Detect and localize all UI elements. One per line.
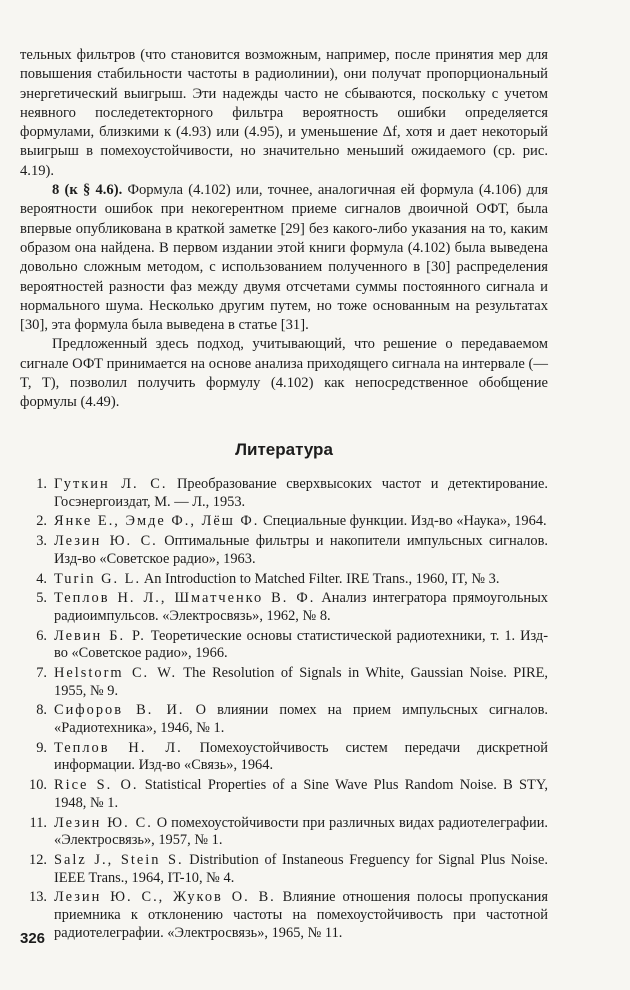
reference-item — [20, 777, 548, 812]
reference-text: Distribution of Instaneous Freguency for Signal Plus Noise. IEEE Trans., 1964, IT-10, № 4. — [54, 851, 548, 886]
reference-author: Теплов Н. Л., Шматченко В. Ф. — [54, 590, 316, 607]
reference-text: The Resolution of Signals in White, Gaussian Noise. PIRE, 1955, № 9. — [54, 665, 548, 699]
reference-number: 2. — [36, 513, 47, 530]
page-number: 326 — [20, 930, 46, 947]
reference-text: Оптимальные фильтры и накопители импульсных сигналов. Изд-во «Советское радио», 1963. — [54, 533, 549, 567]
reference-author: Salz J., Stein S. — [54, 851, 184, 868]
reference-author: Лезин Ю. С. — [54, 814, 153, 831]
reference-author: Лезин Ю. С. — [54, 533, 158, 550]
reference-number: 1. — [36, 476, 47, 492]
reference-text: Влияние отношения полосы пропускания приемника к отклонению частоты на помехоустойчивость при частотной радиотелеграфии. «Электросвязь», 1965, № 11. — [54, 889, 548, 941]
reference-number: 8. — [36, 702, 47, 719]
note-paragraph — [20, 181, 548, 335]
reference-text: Statistical Properties of a Sine Wave Plus Random Noise. B STY, 1948, № 1. — [54, 777, 548, 811]
reference-text: Анализ интегратора прямоугольных радиоимпульсов. «Электросвязь», 1962, № 8. — [54, 590, 549, 624]
reference-text: Преобразование сверхвысоких частот и детектирование. Госэнергоиздат, М. — Л., 1953. — [54, 476, 548, 510]
paragraph-text: Формула (4.102) или, точнее, аналогичная ей формула (4.106) для вероятности ошибок при некогерентном приеме сигналов двоичной ОФТ, была впервые опубликована в краткой заметке [29] без какого-либо указания на то, каким образом она найдена. В первом издании этой книги формула (4.102) была выведена довольно сложным методом, с использованием полученного в [30] распределения вероятностей разности фаз между двумя отсчетами суммы постоянного сигнала и нормального шума. Несколько другим путем, но тоже основанным на результатах [30], эта формула была выведена в статье [31]. — [20, 182, 549, 334]
reference-item — [20, 533, 548, 568]
reference-number: 5. — [36, 590, 47, 607]
reference-item — [20, 702, 548, 737]
reference-author: Rice S. O. — [54, 777, 139, 794]
reference-number: 4. — [36, 570, 47, 587]
reference-number: 12. — [29, 851, 47, 868]
reference-author: Лезин Ю. С., Жуков О. В. — [54, 889, 276, 906]
reference-author: Helstorm C. W. — [54, 665, 178, 682]
note-lead: 8 (к § 4.6). — [52, 182, 123, 199]
reference-author: Теплов Н. Л. — [54, 739, 183, 756]
reference-author: Сифоров В. И. — [54, 702, 185, 719]
reference-author: Левин Б. Р. — [54, 627, 146, 644]
reference-text: An Introduction to Matched Filter. IRE Trans., 1960, IT, № 3. — [141, 570, 500, 587]
reference-item — [20, 628, 548, 663]
reference-item — [20, 571, 548, 589]
reference-number: 11. — [29, 814, 47, 831]
reference-text: О влиянии помех на прием импульсных сигналов. «Радиотехника», 1946, № 1. — [54, 702, 548, 737]
paragraph-continuation — [20, 46, 548, 181]
references-heading: Литература — [235, 440, 333, 459]
reference-number: 10. — [29, 777, 47, 794]
paragraph — [20, 335, 548, 412]
reference-item — [20, 513, 548, 531]
paragraph-text: тельных фильтров (что становится возможным, например, после принятия мер для повышения стабильности частоты в радиолинии), они получат пропорциональный энергетический выигрыш. Эти надежды часто не сбываются, поскольку с учетом неявного последетекторного фильтра вероятность ошибки определяется формулами, близкими к (4.93) или (4.95), и уменьшение Δf, хотя и дает некоторый выигрыш в помехоустойчивости, но значительно меньший ожидаемого (ср. рис. 4.19). — [20, 47, 548, 179]
paragraph-text: Предложенный здесь подход, учитывающий, что решение о передаваемом сигнале ОФТ принимается на основе анализа приходящего сигнала на интервале (—T, T), позволил получить формулу (4.102) как непосредственное обобщение формулы (4.49). — [20, 336, 548, 411]
reference-number: 13. — [29, 889, 47, 906]
reference-author: Янке Е., Эмде Ф., Лёш Ф. — [54, 513, 260, 530]
reference-number: 6. — [36, 627, 47, 644]
reference-item — [20, 590, 548, 625]
reference-item — [20, 476, 548, 511]
reference-author: Turin G. L. — [54, 570, 142, 587]
reference-author: Гуткин Л. С. — [54, 476, 168, 492]
reference-item — [20, 665, 548, 700]
reference-number: 9. — [36, 739, 47, 756]
reference-item — [20, 815, 548, 850]
references-list — [20, 476, 548, 944]
reference-text: Специальные функции. Изд-во «Наука», 1964. — [259, 513, 547, 530]
reference-item — [20, 740, 548, 775]
body-text — [20, 46, 548, 413]
reference-text: О помехоустойчивости при различных видах радиотелеграфии. «Электросвязь», 1957, № 1. — [54, 814, 548, 849]
reference-item — [20, 852, 548, 887]
reference-item — [20, 889, 548, 942]
reference-number: 3. — [36, 533, 47, 550]
reference-text: Помехоустойчивость систем передачи дискретной информации. Изд-во «Связь», 1964. — [54, 739, 548, 774]
reference-text: Теоретические основы статистической радиотехники, т. 1. Изд-во «Советское радио», 1966. — [54, 627, 549, 662]
reference-number: 7. — [36, 665, 47, 682]
